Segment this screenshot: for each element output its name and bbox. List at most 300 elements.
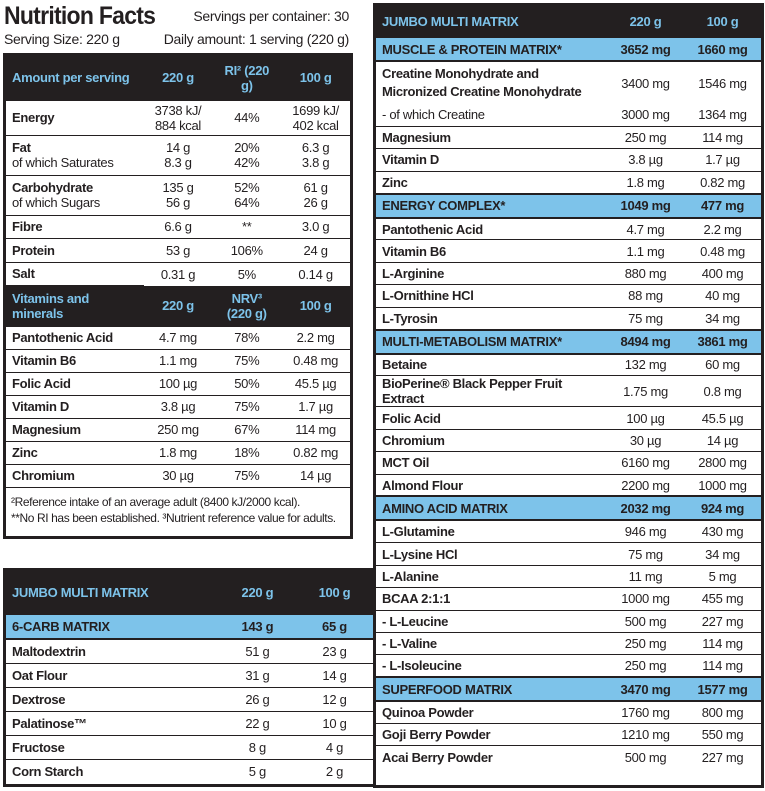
value-100g-text: 2.2 mg [703, 221, 742, 237]
nutrient-label-text: Vitamin B6 [12, 353, 76, 368]
value-220g-text: 100 µg [626, 410, 665, 426]
group-100g-text: 477 mg [700, 198, 744, 214]
value-100g-text: 5 mg [708, 568, 737, 584]
value-ri-text: 42% [234, 155, 260, 170]
value-100g [684, 588, 761, 610]
value-100g [281, 135, 350, 175]
group-name-text: AMINO ACID MATRIX [382, 500, 508, 516]
ingredient-label-text: L-Glutamine [382, 524, 455, 540]
value-220g [607, 632, 684, 654]
table-row [376, 376, 761, 407]
value-100g-text: 34 mg [705, 546, 740, 562]
ingredient-label-text: Zinc [382, 174, 408, 190]
nutrient-label-text: Fibre [12, 219, 43, 234]
ingredient-label [376, 746, 607, 768]
value-nrv-text: 75% [234, 399, 260, 414]
value-100g [281, 441, 350, 464]
table-row [6, 441, 350, 464]
ingredient-label-text: Vitamin D [382, 152, 440, 168]
value-220g [144, 326, 213, 349]
table-row [376, 474, 761, 496]
ingredient-label [376, 565, 607, 587]
matrix-group-header [376, 194, 761, 218]
value-220g-text: 1000 mg [621, 591, 670, 607]
table-row [6, 372, 350, 395]
column-header-text: JUMBO MULTI MATRIX [382, 13, 519, 29]
table-row [6, 418, 350, 441]
table-row [6, 759, 373, 783]
table-header [376, 6, 761, 37]
value-100g-text: 400 mg [701, 266, 744, 282]
value-100g [281, 215, 350, 238]
group-100g [684, 194, 761, 218]
nutrient-label-text: Energy [12, 110, 55, 125]
nutrient-label-text: Protein [12, 242, 55, 258]
column-header-text: NRV³ (220 g) [226, 290, 267, 321]
group-220g-text: 8494 mg [620, 334, 671, 350]
value-100g-text: 60 mg [705, 357, 740, 373]
ingredient-label [6, 687, 219, 711]
value-nrv-text: 18% [234, 445, 260, 460]
value-100g [684, 610, 761, 632]
servings-per-container: Servings per container: 30 [193, 8, 349, 24]
ingredient-label-text: - L-Valine [382, 636, 437, 652]
column-header [6, 571, 219, 614]
value-ri-text: 106% [230, 242, 263, 258]
value-220g [607, 307, 684, 329]
group-100g [296, 614, 373, 639]
value-100g-text: 0.48 mg [700, 243, 745, 259]
daily-amount: Daily amount: 1 serving (220 g) [163, 31, 349, 47]
value-220g-text: 8 g [248, 739, 266, 755]
nutrient-label-text: Fat [12, 140, 31, 155]
value-220g-text: 250 mg [624, 636, 667, 652]
value-220g-text: 1.1 mg [159, 353, 197, 368]
value-100g [684, 746, 761, 768]
value-100g [684, 126, 761, 148]
value-100g [684, 218, 761, 240]
value-220g-text: 31 g [245, 667, 270, 683]
value-100g [684, 285, 761, 307]
value-100g [684, 171, 761, 193]
value-220g-text: 3.8 µg [160, 399, 196, 414]
value-100g [684, 376, 761, 407]
value-220g [607, 376, 684, 407]
group-220g-text: 3652 mg [620, 41, 671, 57]
column-header [376, 6, 607, 37]
table-row [376, 520, 761, 542]
ingredient-label [376, 588, 607, 610]
matrix-table-right [373, 3, 764, 788]
value-220g-text: 56 g [165, 195, 191, 210]
table-row [6, 663, 373, 687]
value-220g-text: 880 mg [624, 266, 667, 282]
value-100g-text: 40 mg [705, 288, 740, 304]
ingredient-label-text: - of which Creatine [382, 107, 485, 123]
ingredient-label-text: Vitamin B6 [382, 243, 446, 259]
value-220g-text: 250 mg [624, 130, 667, 146]
value-100g [684, 543, 761, 565]
value-220g [607, 655, 684, 677]
ingredient-label-text: L-Tyrosin [382, 310, 438, 326]
value-100g-text: 45.5 µg [701, 410, 744, 426]
column-header [212, 286, 281, 326]
value-100g-text: 1546 mg [698, 75, 747, 91]
column-header-text: 100 g [706, 13, 739, 29]
value-100g [684, 262, 761, 284]
value-220g-text: 135 g [162, 180, 194, 195]
nutrient-label-text: Folic Acid [12, 376, 71, 391]
value-220g [607, 149, 684, 171]
value-220g-text: 500 mg [624, 613, 667, 629]
value-nrv-text: 78% [234, 330, 260, 345]
group-name [376, 677, 607, 701]
value-ri [212, 215, 281, 238]
table-row [376, 104, 761, 126]
value-220g [219, 687, 296, 711]
column-header [6, 56, 144, 100]
table-header [6, 571, 373, 614]
nutrient-label-text: of which Saturates [12, 155, 114, 170]
value-100g [281, 464, 350, 487]
value-100g-text: 550 mg [701, 727, 744, 743]
group-name [376, 37, 607, 61]
value-220g [607, 407, 684, 429]
value-100g-text: 1000 mg [698, 477, 747, 493]
value-100g-text: 45.5 µg [294, 376, 337, 391]
table-row [376, 724, 761, 746]
column-header-text: Amount per serving [12, 70, 130, 86]
value-220g [607, 262, 684, 284]
value-220g-text: 4.7 mg [159, 330, 197, 345]
group-220g [607, 194, 684, 218]
group-100g [684, 677, 761, 701]
matrix-group-header [376, 496, 761, 520]
table-header [6, 56, 350, 100]
table-row [6, 711, 373, 735]
value-100g [296, 735, 373, 759]
value-100g-text: 2.2 mg [296, 330, 335, 345]
group-name [376, 194, 607, 218]
ingredient-label [6, 639, 219, 663]
value-100g-text: 10 g [322, 715, 347, 731]
footnotes [6, 487, 350, 530]
ingredient-label-text: Almond Flour [382, 477, 463, 493]
value-220g [144, 262, 213, 286]
value-100g-text: 14 g [322, 667, 347, 683]
value-100g-text: 114 mg [702, 130, 743, 146]
value-100g-text: 34 mg [705, 310, 740, 326]
ingredient-label [376, 655, 607, 677]
table-row [376, 746, 761, 768]
column-header-text: 220 g [629, 13, 662, 29]
value-100g-text: 2 g [325, 763, 344, 779]
value-100g-text: 402 kcal [292, 117, 339, 133]
table-row [6, 687, 373, 711]
table-row [376, 655, 761, 677]
table-row [6, 349, 350, 372]
value-220g-text: 500 mg [624, 749, 667, 765]
value-ri-text: 44% [234, 110, 260, 125]
nutrient-label-text: Chromium [12, 468, 75, 484]
table-row [6, 735, 373, 759]
ingredient-label [376, 104, 607, 126]
value-220g [219, 663, 296, 687]
ingredient-label [6, 711, 219, 735]
value-nrv-text: 75% [234, 468, 260, 484]
table-row [376, 565, 761, 587]
value-220g [144, 100, 213, 135]
value-220g-text: 51 g [245, 643, 270, 659]
value-220g-text: 53 g [165, 242, 191, 258]
value-ri-text: 20% [234, 140, 260, 155]
ingredient-label [376, 724, 607, 746]
value-100g-text: 1699 kJ/ [292, 102, 339, 118]
value-100g-text: 1.7 µg [705, 152, 740, 168]
ingredient-label-text: Acai Berry Powder [382, 749, 493, 765]
value-220g-text: 4.7 mg [626, 221, 665, 237]
ingredient-label [376, 307, 607, 329]
value-220g-text: 250 mg [157, 422, 199, 437]
value-220g [607, 429, 684, 451]
value-100g [684, 407, 761, 429]
value-220g [607, 240, 684, 262]
value-100g-text: 1364 mg [698, 107, 747, 123]
group-100g-text: 65 g [322, 619, 347, 634]
group-name-text: ENERGY COMPLEX* [382, 198, 506, 214]
value-100g [281, 262, 350, 286]
group-220g [607, 330, 684, 354]
group-220g [219, 614, 296, 639]
value-100g-text: 14 µg [299, 468, 332, 484]
column-header [684, 6, 761, 37]
value-220g-text: 6.6 g [164, 219, 192, 234]
value-ri [212, 238, 281, 262]
value-100g-text: 114 mg [702, 658, 743, 674]
footnote: ²Reference intake of an average adult (8400 kJ/2000 kcal). [11, 495, 300, 509]
column-header-text: 220 g [162, 298, 194, 314]
nutrient-label [6, 215, 144, 238]
ingredient-label [6, 759, 219, 783]
table-row [376, 701, 761, 723]
group-100g-text: 1660 mg [697, 41, 748, 57]
value-220g [144, 238, 213, 262]
value-100g-text: 227 mg [701, 613, 744, 629]
value-100g [684, 632, 761, 654]
value-100g-text: 114 mg [702, 636, 743, 652]
value-100g [684, 354, 761, 376]
table-row [376, 149, 761, 171]
value-220g-text: 1210 mg [621, 727, 670, 743]
group-name [376, 330, 607, 354]
matrix-group-header [6, 614, 373, 639]
column-header-text: 100 g [299, 70, 332, 86]
nutrient-label-text: Salt [12, 266, 35, 282]
nutrition-facts-title: Nutrition Facts [4, 2, 156, 30]
table-row [376, 61, 761, 104]
ingredient-label [376, 240, 607, 262]
group-name-text: MULTI-METABOLISM MATRIX* [382, 334, 562, 350]
ingredient-label-text: Maltodextrin [12, 643, 86, 659]
ingredient-label-text: Betaine [382, 357, 427, 373]
table-row [376, 588, 761, 610]
value-100g-text: 0.14 g [298, 266, 333, 282]
value-220g [607, 171, 684, 193]
vitamins-header [6, 286, 350, 326]
table-row [6, 326, 350, 349]
value-100g [281, 100, 350, 135]
ingredient-label-text: Folic Acid [382, 410, 441, 426]
column-header [219, 571, 296, 614]
column-header [281, 56, 350, 100]
nutrient-label [6, 464, 144, 487]
value-220g-text: 0.31 g [160, 266, 196, 282]
nutrient-label-text: of which Sugars [12, 195, 100, 210]
table-row [6, 215, 350, 238]
table-row [376, 610, 761, 632]
column-header-text: 100 g [299, 298, 332, 314]
value-ri-text: 5% [237, 266, 256, 282]
value-220g [144, 464, 213, 487]
group-220g-text: 143 g [241, 619, 274, 634]
value-100g [281, 395, 350, 418]
value-100g [296, 687, 373, 711]
ingredient-label [376, 429, 607, 451]
ingredient-label-text: L-Arginine [382, 266, 444, 282]
value-100g [684, 565, 761, 587]
serving-size: Serving Size: 220 g [4, 31, 120, 47]
nutrient-label [6, 100, 144, 135]
ingredient-label [6, 663, 219, 687]
table-row [6, 395, 350, 418]
value-100g-text: 12 g [322, 691, 347, 707]
ingredient-label-text: MCT Oil [382, 455, 430, 471]
value-100g [684, 724, 761, 746]
value-220g-text: 3000 mg [621, 107, 670, 123]
nutrient-label [6, 135, 144, 175]
value-nrv [212, 372, 281, 395]
nutrient-label [6, 441, 144, 464]
value-100g [281, 349, 350, 372]
table-row [376, 452, 761, 474]
value-100g-text: 23 g [322, 643, 347, 659]
ingredient-label-text: Pantothenic Acid [382, 221, 483, 237]
value-220g [607, 354, 684, 376]
value-220g [607, 610, 684, 632]
table-row [376, 407, 761, 429]
value-100g-text: 61 g [303, 180, 328, 195]
value-220g-text: 30 µg [629, 432, 662, 448]
value-220g-text: 11 mg [628, 568, 663, 584]
ingredient-label-text: L-Alanine [382, 568, 439, 584]
nutrient-label [6, 175, 144, 215]
group-220g [607, 496, 684, 520]
group-220g-text: 1049 mg [620, 198, 671, 214]
nutrient-label [6, 372, 144, 395]
value-220g [144, 215, 213, 238]
value-100g-text: 227 mg [701, 749, 744, 765]
value-220g [607, 218, 684, 240]
column-header [296, 571, 373, 614]
value-220g-text: 75 mg [628, 546, 663, 562]
value-220g-text: 1.75 mg [623, 383, 668, 399]
value-100g [684, 655, 761, 677]
value-220g [144, 395, 213, 418]
column-header [144, 56, 213, 100]
ingredient-label [376, 610, 607, 632]
ingredient-label [376, 701, 607, 723]
value-220g [607, 746, 684, 768]
value-100g [296, 639, 373, 663]
value-100g-text: 3.0 g [301, 219, 330, 234]
value-ri-text: 64% [234, 195, 260, 210]
value-220g-text: 132 mg [624, 357, 667, 373]
group-220g-text: 2032 mg [620, 500, 671, 516]
value-220g [219, 711, 296, 735]
value-nrv-text: 50% [234, 376, 260, 391]
value-100g [281, 238, 350, 262]
value-100g [684, 452, 761, 474]
table-row [376, 543, 761, 565]
value-nrv [212, 464, 281, 487]
ingredient-label [376, 543, 607, 565]
value-220g-text: 100 µg [158, 376, 198, 391]
value-220g [219, 735, 296, 759]
ingredient-label-text: Palatinose™ [12, 715, 87, 731]
value-220g [607, 701, 684, 723]
group-name [6, 614, 219, 639]
table-row [6, 100, 350, 135]
value-220g [607, 61, 684, 104]
table-row [376, 354, 761, 376]
group-220g-text: 3470 mg [620, 681, 671, 697]
value-100g [296, 759, 373, 783]
table-row [376, 285, 761, 307]
ingredient-label-text: Oat Flour [12, 667, 68, 683]
value-nrv [212, 418, 281, 441]
ingredient-label-text: BioPerine® Black Pepper Fruit Extract [382, 376, 563, 407]
nutrient-label-text: Pantothenic Acid [12, 330, 113, 345]
nutrient-label [6, 238, 144, 262]
column-header [281, 286, 350, 326]
ingredient-label [376, 632, 607, 654]
ingredient-label-text: Goji Berry Powder [382, 727, 491, 743]
column-header [212, 56, 281, 100]
value-nrv-text: 75% [234, 353, 260, 368]
value-220g [219, 639, 296, 663]
column-header-text: 220 g [241, 584, 274, 600]
value-100g [281, 418, 350, 441]
value-100g-text: 4 g [325, 739, 344, 755]
value-220g [144, 372, 213, 395]
value-220g-text: 1.1 mg [626, 243, 665, 259]
value-100g [684, 104, 761, 126]
ingredient-label [376, 452, 607, 474]
value-100g [296, 663, 373, 687]
table-row [6, 175, 350, 215]
group-100g-text: 3861 mg [697, 334, 748, 350]
value-220g-text: 75 mg [628, 310, 663, 326]
value-nrv [212, 395, 281, 418]
column-header [6, 286, 144, 326]
footnote: **No RI has been established. ³Nutrient reference value for adults. [11, 511, 336, 525]
value-100g-text: 0.82 mg [700, 174, 745, 190]
ingredient-label [376, 149, 607, 171]
value-100g-text: 3.8 g [301, 155, 330, 170]
matrix-table-left [3, 568, 376, 787]
ingredient-label-text: - L-Isoleucine [382, 658, 462, 674]
matrix-group-header [376, 677, 761, 701]
